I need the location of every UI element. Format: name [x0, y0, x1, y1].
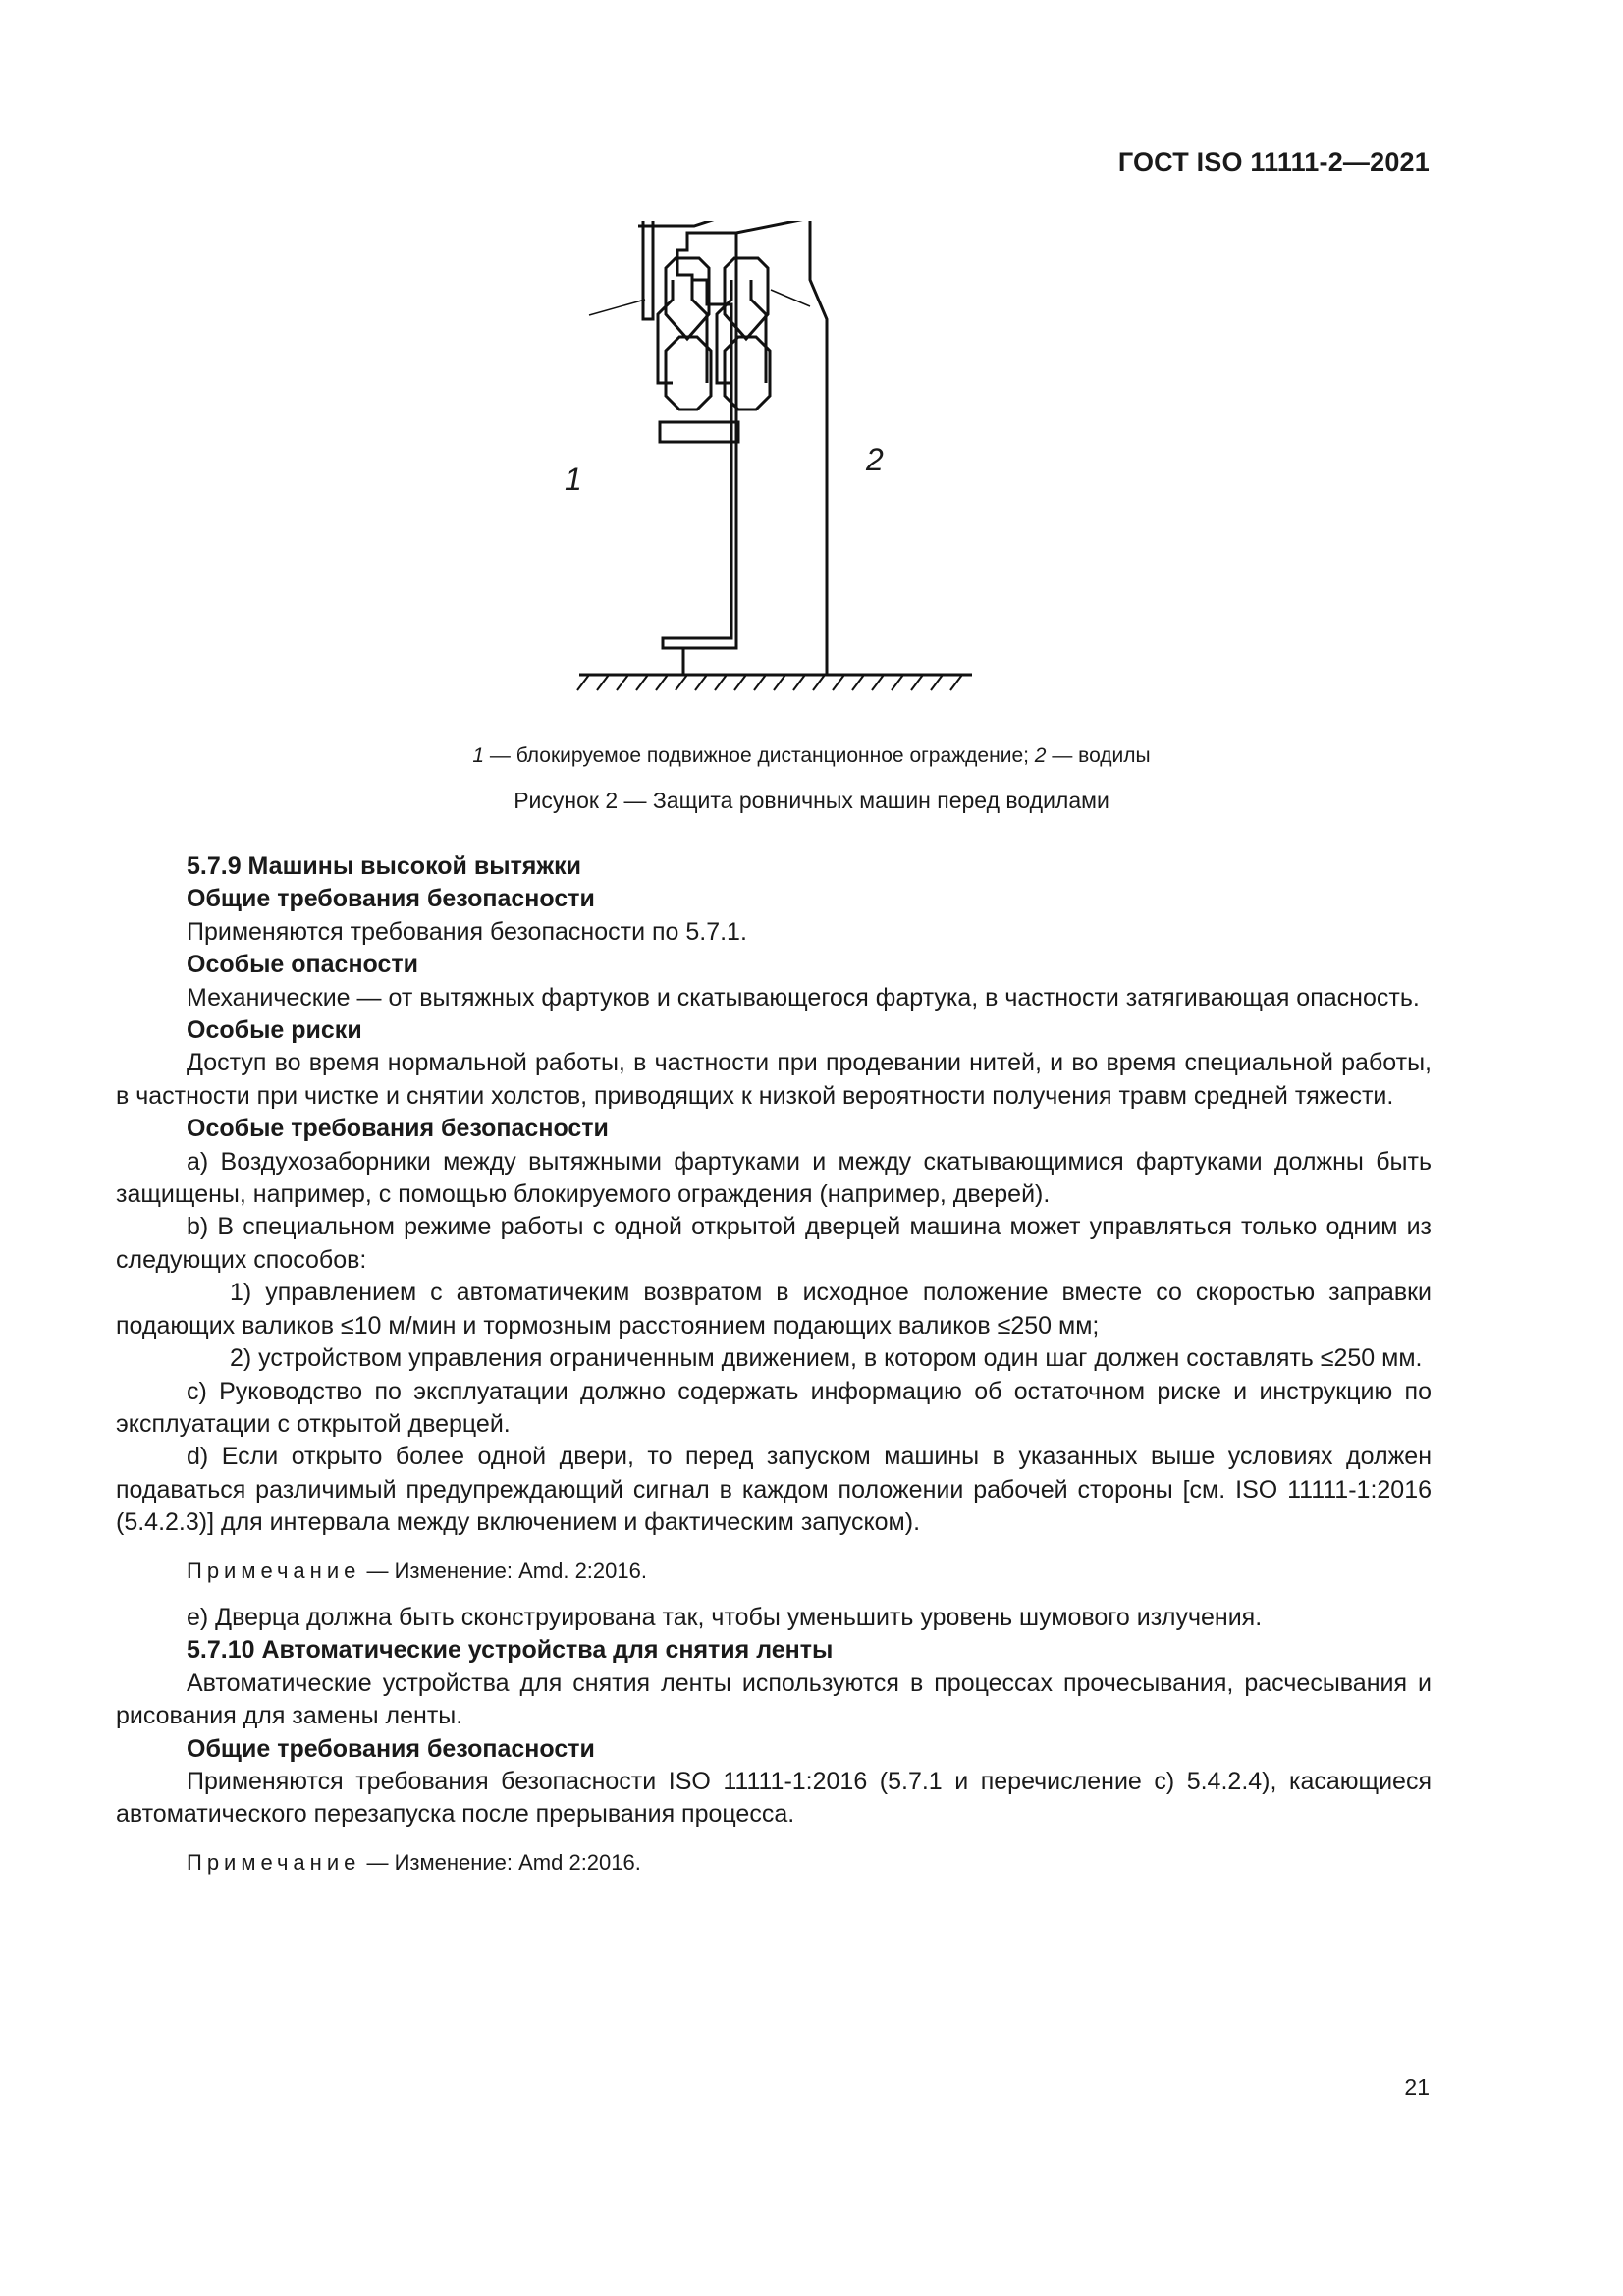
- note-label: Примечание: [187, 1558, 361, 1583]
- note-text: — Изменение: Amd 2:2016.: [360, 1849, 641, 1875]
- list-item-b: b) В специальном режиме работы с одной открытой дверцей машина может управляться только одним из следующих способов:: [116, 1213, 1432, 1274]
- legend-text-2: — водилы: [1046, 744, 1151, 767]
- legend-num-1: 1: [472, 744, 485, 767]
- paragraph: Доступ во время нормальной работы, в частности при продевании нитей, и во время специальной работы, в частности при чистке и снятии холстов, приводящих к низкой вероятности получения травм средней тяжести.: [116, 1049, 1432, 1110]
- list-item-b1: 1) управлением с автоматичеким возвратом в исходное положение вместе со скоростью заправки подающих валиков ≤10 м/мин и тормозным расстоянием подающих валиков ≤250 мм;: [116, 1279, 1432, 1339]
- page-number: 21: [1404, 2074, 1430, 2100]
- list-item-a: a) Воздухозаборники между вытяжными фартуками и между скатывающимися фартуками должны быть защищены, например, с помощью блокируемого ограждения (например, дверей).: [116, 1147, 1432, 1209]
- legend-text-1: — блокируемое подвижное дистанционное ограждение;: [484, 744, 1035, 767]
- document-header: ГОСТ ISO 11111-2—2021: [1117, 147, 1430, 177]
- paragraph: Применяются требования безопасности ISO 11111-1:2016 (5.7.1 и перечисление c) 5.4.2.4), касающиеся автоматического перезапуска после прерывания процесса.: [116, 1767, 1432, 1829]
- list-item-b2: 2) устройством управления ограниченным движением, в котором один шаг должен составлять ≤250 мм.: [230, 1344, 1423, 1373]
- figure-roving-machine: [550, 221, 982, 702]
- figure-callout-1: 1: [565, 462, 582, 497]
- document-body: [116, 850, 1432, 1893]
- list-item-e: e) Дверца должна быть сконструирована так, чтобы уменьшить уровень шумового излучения.: [187, 1603, 1263, 1631]
- legend-num-2: 2: [1034, 744, 1047, 767]
- figure-caption: Рисунок 2 — Защита ровничных машин перед водилами: [514, 788, 1109, 813]
- note-text: — Изменение: Amd. 2:2016.: [360, 1558, 647, 1583]
- note-1: [116, 1555, 1432, 1587]
- figure-callout-2: 2: [866, 442, 884, 477]
- section-heading-5-7-10: 5.7.10 Автоматические устройства для снятия ленты: [187, 1636, 834, 1665]
- subheading-general-requirements: Общие требования безопасности: [187, 885, 595, 913]
- section-heading-5-7-9: 5.7.9 Машины высокой вытяжки: [187, 852, 582, 880]
- subheading-general-requirements-2: Общие требования безопасности: [187, 1734, 595, 1763]
- figure-legend: [0, 744, 1623, 768]
- note-label: Примечание: [187, 1849, 361, 1875]
- paragraph: Применяются требования безопасности по 5.7.1.: [187, 917, 747, 946]
- paragraph: Механические — от вытяжных фартуков и скатывающегося фартука, в частности затягивающая опасность.: [187, 983, 1420, 1011]
- list-item-d: d) Если открыто более одной двери, то перед запуском машины в указанных выше условиях должен подаваться различимый предупреждающий сигнал в каждом положении рабочей стороны [см. ISO 11111-1:2016 (5.4.2.3)] для интервала между включением и фактическим запуском).: [116, 1443, 1432, 1537]
- list-item-c: c) Руководство по эксплуатации должно содержать информацию об остаточном риске и инструкцию по эксплуатации с открытой дверцей.: [116, 1377, 1432, 1438]
- subheading-special-hazards: Особые опасности: [187, 951, 418, 979]
- subheading-special-requirements: Особые требования безопасности: [187, 1115, 609, 1143]
- machine-drawing: [550, 221, 982, 702]
- paragraph: Автоматические устройства для снятия ленты используются в процессах прочесывания, расчесывания и рисования для замены ленты.: [116, 1668, 1432, 1730]
- subheading-special-risks: Особые риски: [187, 1016, 362, 1045]
- note-2: [116, 1846, 1432, 1879]
